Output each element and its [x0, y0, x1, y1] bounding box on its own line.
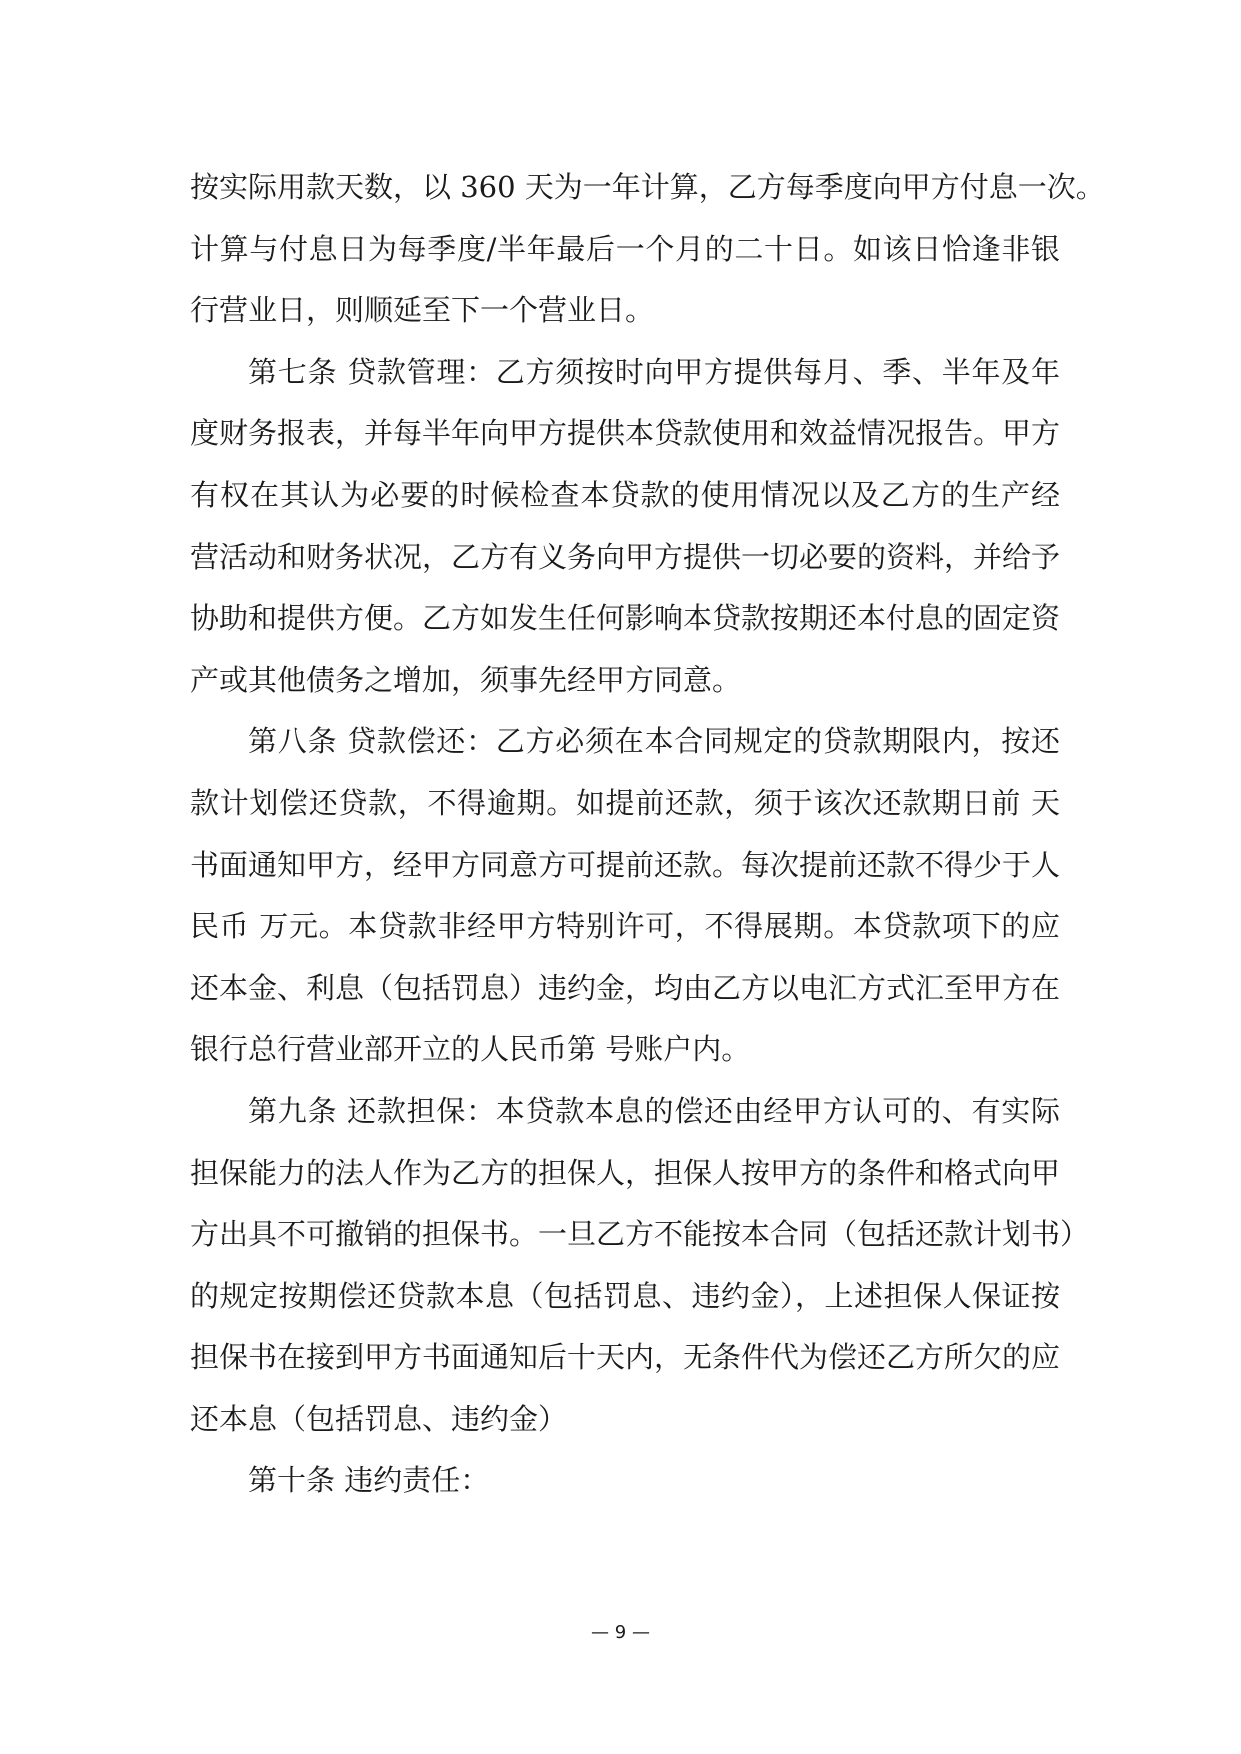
text-line: 的规定按期偿还贷款本息（包括罚息、违约金），上述担保人保证按 — [190, 1278, 1060, 1313]
text-line: 款计划偿还贷款，不得逾期。如提前还款，须于该次还款期日前 天 — [190, 785, 1060, 820]
text-line: 度财务报表，并每半年向甲方提供本贷款使用和效益情况报告。甲方 — [190, 416, 1061, 451]
text-line: 营活动和财务状况，乙方有义务向甲方提供一切必要的资料，并给予 — [190, 539, 1061, 574]
text-line: 方出具不可撤销的担保书。一旦乙方不能按本合同（包括还款计划书） — [190, 1217, 1090, 1252]
text-line: 还本息（包括罚息、违约金） — [190, 1401, 568, 1436]
article-7-heading-line: 第七条 贷款管理：乙方须按时向甲方提供每月、季、半年及年 — [248, 354, 1060, 389]
article-10-heading-line: 第十条 违约责任： — [248, 1463, 490, 1498]
text-line: 按实际用款天数，以 360 天为一年计算，乙方每季度向甲方付息一次。 — [190, 170, 1105, 204]
text-line: 计算与付息日为每季度/半年最后一个月的二十日。如该日恰逢非银 — [190, 231, 1060, 266]
text-line: 银行总行营业部开立的人民币第 号账户内。 — [190, 1032, 751, 1067]
page-number: — 9 — — [591, 1622, 650, 1643]
text-line: 产或其他债务之增加，须事先经甲方同意。 — [190, 662, 742, 697]
text-line: 担保书在接到甲方书面通知后十天内，无条件代为偿还乙方所欠的应 — [190, 1340, 1061, 1375]
document-body — [190, 157, 1105, 1512]
text-line: 行营业日，则顺延至下一个营业日。 — [190, 293, 655, 328]
text-line: 民币 万元。本贷款非经甲方特别许可，不得展期。本贷款项下的应 — [190, 909, 1060, 944]
article-9-heading-line: 第九条 还款担保：本贷款本息的偿还由经甲方认可的、有实际 — [248, 1093, 1060, 1128]
text-line: 有权在其认为必要的时候检查本贷款的使用情况以及乙方的生产经 — [190, 477, 1060, 512]
text-line: 担保能力的法人作为乙方的担保人，担保人按甲方的条件和格式向甲 — [190, 1155, 1061, 1190]
text-line: 协助和提供方便。乙方如发生任何影响本贷款按期还本付息的固定资 — [190, 601, 1061, 636]
text-line: 书面通知甲方，经甲方同意方可提前还款。每次提前还款不得少于人 — [190, 847, 1061, 882]
article-8-heading-line: 第八条 贷款偿还：乙方必须在本合同规定的贷款期限内，按还 — [248, 724, 1060, 759]
text-line: 还本金、利息（包括罚息）违约金，均由乙方以电汇方式汇至甲方在 — [190, 970, 1061, 1005]
